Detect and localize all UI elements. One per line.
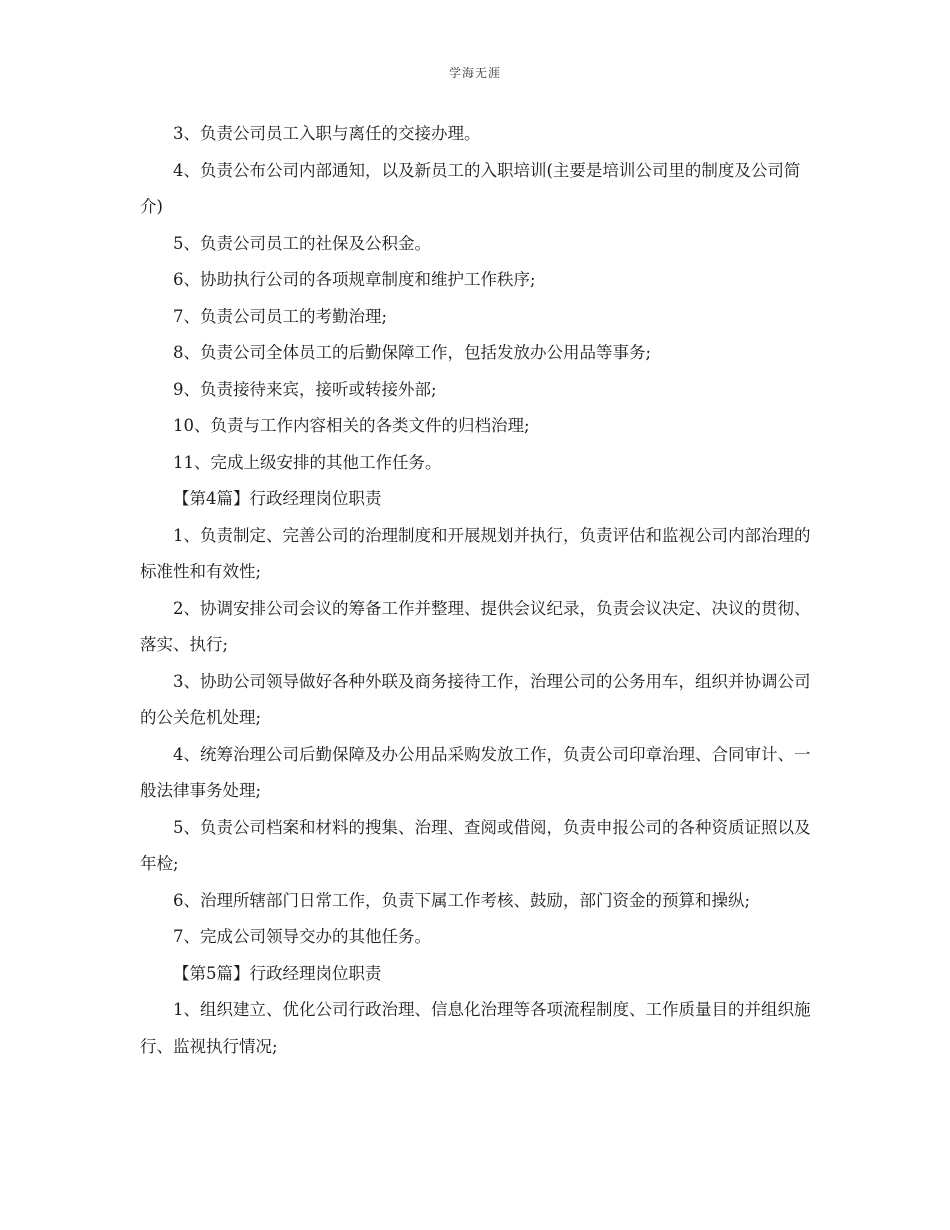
paragraph: 4、负责公布公司内部通知，以及新员工的入职培训(主要是培训公司里的制度及公司简介) — [140, 160, 801, 216]
paragraph: 3、负责公司员工入职与离任的交接办理。 — [173, 124, 481, 143]
paragraph: 5、负责公司员工的社保及公积金。 — [173, 233, 431, 253]
paragraph: 4、统筹治理公司后勤保障及办公用品采购发放工作，负责公司印章治理、合同审计、一般法律事务处理; — [140, 744, 811, 800]
document-body — [140, 116, 812, 1065]
paragraph: 8、负责公司全体员工的后勤保障工作，包括发放办公用品等事务; — [173, 343, 652, 362]
paragraph: 7、负责公司员工的考勤治理; — [173, 306, 388, 326]
paragraph: 7、完成公司领导交办的其他任务。 — [173, 927, 431, 946]
paragraph: 10、负责与工作内容相关的各类文件的归档治理; — [173, 416, 530, 435]
paragraph: 5、负责公司档案和材料的搜集、治理、查阅或借阅，负责申报公司的各种资质证照以及年检; — [140, 817, 811, 873]
paragraph: 6、治理所辖部门日常工作，负责下属工作考核、鼓励，部门资金的预算和操纵; — [173, 890, 751, 910]
page-header: 学海无涯 — [448, 66, 501, 80]
paragraph: 2、协调安排公司会议的筹备工作并整理、提供会议纪录，负责会议决定、决议的贯彻、落实、执行; — [140, 598, 811, 654]
paragraph: 6、协助执行公司的各项规章制度和维护工作秩序; — [173, 270, 536, 289]
paragraph: 3、协助公司领导做好各种外联及商务接待工作，治理公司的公务用车，组织并协调公司的公关危机处理; — [140, 671, 811, 727]
paragraph: 11、完成上级安排的其他工作任务。 — [173, 452, 442, 472]
section-heading: 【第4篇】行政经理岗位职责 — [173, 489, 382, 508]
paragraph: 1、负责制定、完善公司的治理制度和开展规划并执行，负责评估和监视公司内部治理的标准性和有效性; — [140, 525, 811, 581]
paragraph: 9、负责接待来宾，接听或转接外部; — [173, 379, 437, 399]
section-heading: 【第5篇】行政经理岗位职责 — [173, 963, 382, 983]
paragraph: 1、组织建立、优化公司行政治理、信息化治理等各项流程制度、工作质量目的并组织施行、监视执行情况; — [140, 1000, 811, 1056]
